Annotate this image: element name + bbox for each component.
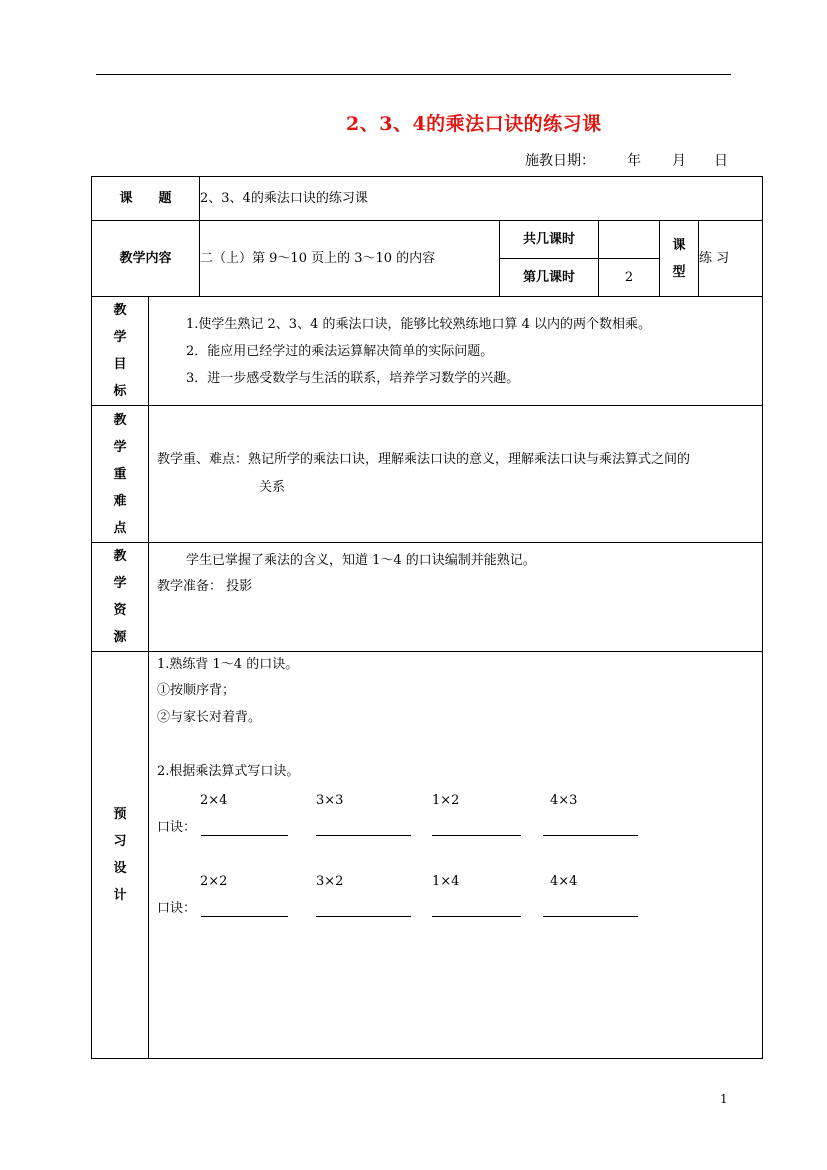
- lesson-type-value: 练 习: [699, 221, 763, 297]
- date-day: 日: [714, 153, 728, 169]
- answer-blank[interactable]: [432, 916, 521, 917]
- date-year: 年: [627, 153, 641, 169]
- expression: 3×3: [316, 793, 344, 808]
- koujue-label: 口诀：: [157, 901, 197, 916]
- lesson-plan-table: [91, 176, 763, 1059]
- date-month: 月: [672, 153, 686, 169]
- goal-item: 3．进一步感受数学与生活的联系，培养学习数学的兴趣。: [186, 370, 520, 386]
- goals-label: 教 学 目 标: [92, 297, 149, 406]
- expression: 4×3: [550, 793, 578, 808]
- koujue-label: 口诀：: [157, 820, 197, 835]
- keypoints-cell: [149, 406, 763, 543]
- preview-cell: [149, 652, 763, 1059]
- topic-label: 课 题: [92, 177, 200, 221]
- lesson-type-label: 课 型: [660, 221, 699, 297]
- keypoints-text: 教学重、难点：熟记所学的乘法口诀，理解乘法口诀的意义，理解乘法口诀与乘法算式之间的: [157, 452, 691, 467]
- answer-blank[interactable]: [432, 835, 521, 836]
- goal-item: 2．能应用已经学过的乘法运算解决简单的实际问题。: [186, 343, 494, 359]
- preview-item: 2.根据乘法算式写口诀。: [157, 764, 300, 779]
- answer-blank[interactable]: [201, 835, 288, 836]
- resources-label: 教 学 资 源: [92, 543, 149, 652]
- preview-item: 1.熟练背 1～4 的口诀。: [157, 657, 299, 672]
- total-hours-value: [599, 221, 660, 259]
- resources-cell: [149, 543, 763, 652]
- answer-blank[interactable]: [543, 916, 638, 917]
- which-hour-value: 2: [599, 259, 660, 297]
- goal-item: 1.使学生熟记 2、3、4 的乘法口诀，能够比较熟练地口算 4 以内的两个数相乘。: [186, 316, 652, 332]
- keypoints-label: 教 学 重 难 点: [92, 406, 149, 543]
- expression: 2×2: [200, 874, 228, 889]
- which-hour-label: 第几课时: [500, 259, 599, 297]
- date-label: 施教日期：: [525, 153, 595, 169]
- expression: 4×4: [550, 874, 578, 889]
- expression: 1×2: [432, 793, 460, 808]
- header-rule: [96, 74, 731, 75]
- prep-text: 教学准备： 投影: [157, 579, 253, 594]
- page-number: 1: [720, 1092, 728, 1106]
- resources-text: 学生已掌握了乘法的含义，知道 1～4 的口诀编制并能熟记。: [186, 553, 536, 568]
- preview-item: ①按顺序背；: [157, 683, 236, 698]
- preview-item: ②与家长对着背。: [157, 710, 262, 725]
- goals-cell: [149, 297, 763, 406]
- preview-label: 预 习 设 计: [92, 652, 149, 1059]
- keypoints-text-cont: 关系: [259, 480, 286, 495]
- answer-blank[interactable]: [543, 835, 638, 836]
- total-hours-label: 共几课时: [500, 221, 599, 259]
- answer-blank[interactable]: [201, 916, 288, 917]
- content-value: 二（上）第 9～10 页上的 3～10 的内容: [200, 221, 500, 297]
- content-label: 教学内容: [92, 221, 200, 297]
- expression: 3×2: [316, 874, 344, 889]
- answer-blank[interactable]: [316, 835, 411, 836]
- topic-value: 2、3、4的乘法口诀的练习课: [200, 177, 763, 221]
- answer-blank[interactable]: [316, 916, 411, 917]
- expression: 1×4: [432, 874, 460, 889]
- document-title: 2、3、4的乘法口诀的练习课: [346, 113, 602, 135]
- expression: 2×4: [200, 793, 228, 808]
